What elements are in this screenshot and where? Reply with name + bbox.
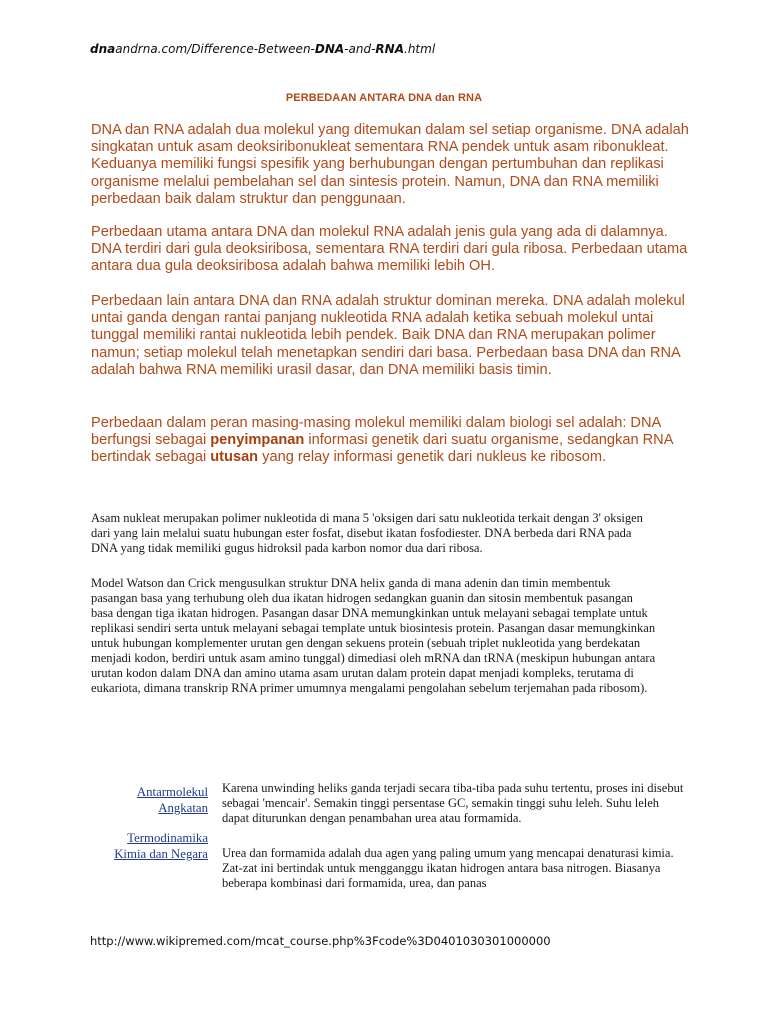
source-url-ext: .html	[404, 42, 436, 56]
document-title: PERBEDAAN ANTARA DNA dan RNA	[285, 92, 483, 104]
intro-paragraph-1: DNA dan RNA adalah dua molekul yang ditemukan dalam sel setiap organisme. DNA adalah singkatan untuk asam deoksiribonukleat sementara RNA pendek untuk asam ribonukleat. Keduanya memiliki fungsi spesifik yang berhubungan dengan pertumbuhan dan replikasi organisme melalui pembelahan sel dan sintesis protein. Namun, DNA dan RNA memiliki perbedaan baik dalam struktur dan penggunaan.	[91, 122, 689, 207]
link-1-line-2: Angkatan	[158, 801, 208, 815]
intro-p4-text-a: Perbedaan dalam peran masing-masing molekul memiliki dalam biologi sel adalah: DNA berfungsi sebagai	[91, 415, 661, 449]
body-paragraph-2: Model Watson dan Crick mengusulkan struktur DNA helix ganda di mana adenin dan timin membentuk pasangan basa yang terhubung oleh dua ikatan hidrogen sedangkan guanin dan sitosin membentuk pasangan basa dengan tiga ikatan hidrogen. Pasangan dasar DNA memungkinkan untuk melayani sebagai template untuk replikasi sendiri serta untuk melayani sebagai template untuk biosintesis protein. Pasangan dasar memungkinkan untuk hubungan komplementer urutan gen dengan sekuens protein (sebuah triplet nukleotida yang berdekatan menjadi kodon, berdiri untuk asam amino tunggal) dimediasi oleh mRNA dan tRNA (meskipun hubungan antara urutan kodon dalam DNA dan amino utama asam urutan dalam protein dapat menjadi kompleks, terutama di eukariota, dimana transkrip RNA primer umumnya mengalami pengolahan sebelum terjemahan pada ribosom).	[91, 576, 656, 695]
source-url-domain-bold: dna	[90, 42, 116, 56]
link-intermolecular-forces[interactable]	[88, 784, 208, 816]
intro-p4-bold-messenger: utusan	[210, 449, 259, 466]
source-url-domain: andrna	[115, 42, 158, 56]
link-2-line-1: Termodinamika	[127, 831, 208, 845]
intro-p4-bold-storage: penyimpanan	[210, 432, 305, 449]
source-url	[90, 42, 435, 56]
intro-paragraph-3: Perbedaan lain antara DNA dan RNA adalah struktur dominan mereka. DNA adalah molekul untai ganda dengan rantai panjang nukleotida RNA adalah ketika sebuah molekul untai tunggal memiliki rantai nukleotida lebih pendek. Baik DNA dan RNA merupakan polimer namun; setiap molekul telah menetapkan sendiri dari basa. Perbedaan basa DNA dan RNA adalah bahwa RNA memiliki urasil dasar, dan DNA memiliki basis timin.	[91, 293, 685, 378]
footer-url: http://www.wikipremed.com/mcat_course.php%3Fcode%3D0401030301000000	[90, 934, 551, 948]
side-paragraph-1: Karena unwinding heliks ganda terjadi secara tiba-tiba pada suhu tertentu, proses ini disebut sebagai 'mencair'. Semakin tinggi persentase GC, semakin tinggi suhu leleh. Suhu leleh dapat diturunkan dengan penambahan urea atau formamida.	[222, 781, 684, 825]
side-links	[88, 784, 208, 862]
body-paragraph-1: Asam nukleat merupakan polimer nukleotida di mana 5 'oksigen dari satu nukleotida terkait dengan 3' oksigen dari yang lain melalui suatu hubungan ester fosfat, disebut ikatan fosfodiester. DNA berbeda dari RNA pada DNA yang tidak memiliki gugus hidroksil pada karbon nomor dua dari ribosa.	[91, 511, 643, 555]
link-thermodynamics[interactable]	[88, 830, 208, 862]
intro-p4-text-e: yang relay informasi genetik dari nukleus ke ribosom.	[258, 449, 607, 466]
side-paragraph-2: Urea dan formamida adalah dua agen yang paling umum yang mencapai denaturasi kimia. Zat-zat ini bertindak untuk mengganggu ikatan hidrogen antara basa nitrogen. Biasanya beberapa kombinasi dari formamida, urea, dan panas	[222, 846, 674, 890]
intro-p4-text-c: informasi genetik dari suatu organisme, sedangkan RNA bertindak sebagai	[91, 432, 673, 466]
intro-paragraph-2: Perbedaan utama antara DNA dan molekul RNA adalah jenis gula yang ada di dalamnya. DNA terdiri dari gula deoksiribosa, sementara RNA terdiri dari gula ribosa. Perbedaan utama antara dua gula deoksiribosa adalah bahwa memiliki lebih OH.	[91, 224, 688, 275]
source-url-path: .com/Difference-Between-	[157, 42, 315, 56]
intro-paragraph-4	[91, 415, 691, 467]
link-2-line-2: Kimia dan Negara	[114, 847, 208, 861]
source-url-rna: RNA	[375, 42, 404, 56]
source-url-and: -and-	[344, 42, 376, 56]
link-1-line-1: Antarmolekul	[136, 785, 208, 799]
source-url-dna: DNA	[314, 42, 345, 56]
